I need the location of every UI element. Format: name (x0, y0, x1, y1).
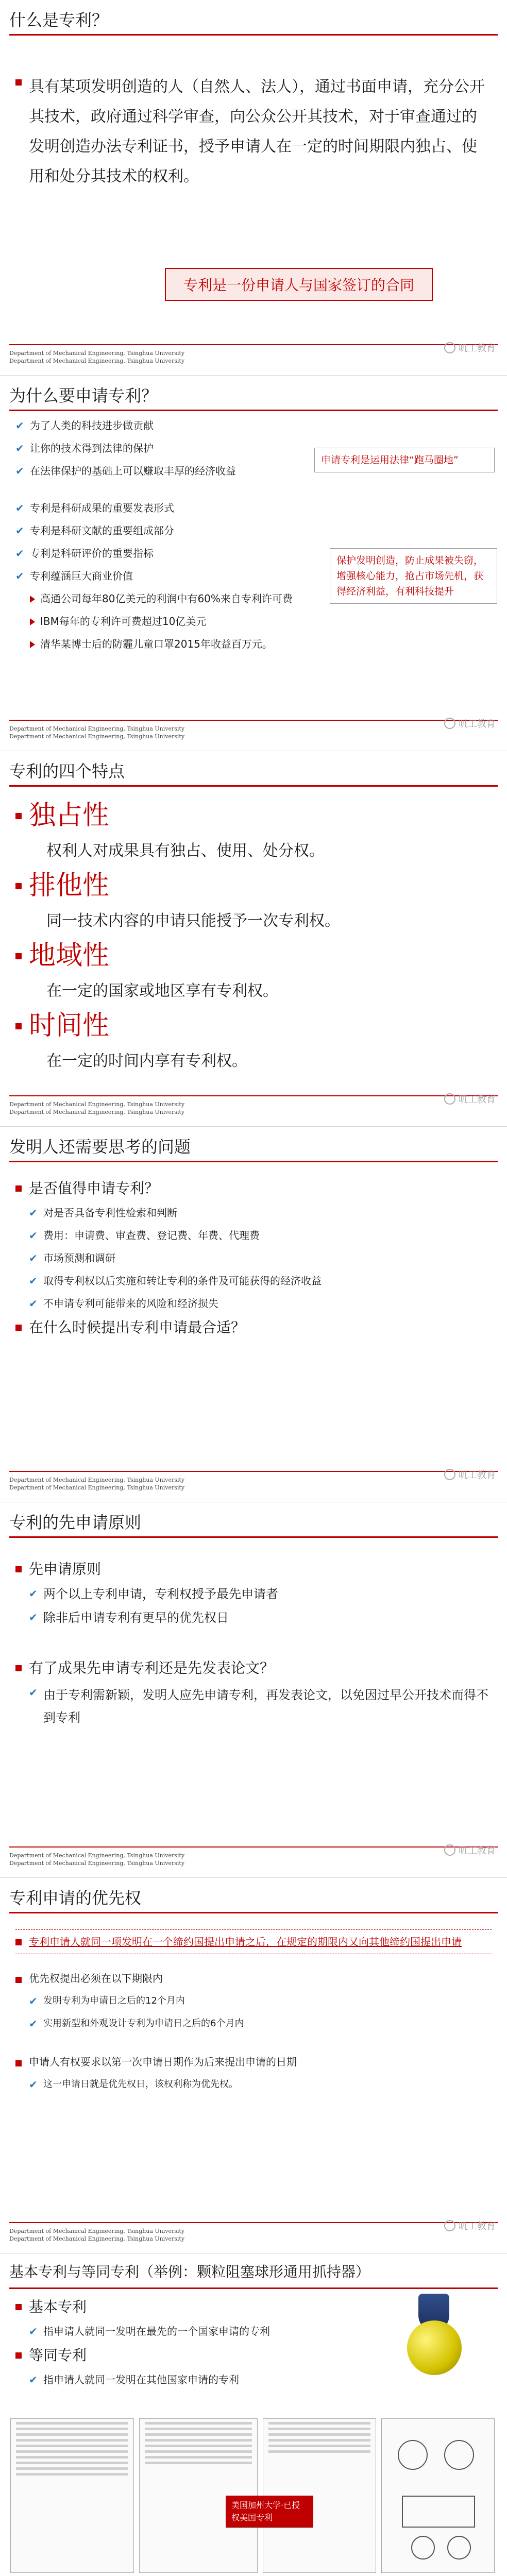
feature-desc: 在一定的国家或地区享有专利权。 (46, 982, 278, 1000)
list-item (15, 439, 301, 457)
principle-text: 先申请原则 (29, 1561, 102, 1578)
sub-item (29, 1608, 492, 1627)
doc-line (145, 2450, 252, 2453)
doc-line (268, 2422, 370, 2425)
watermark-logo-icon (444, 1844, 455, 1856)
sub-item (15, 2323, 373, 2340)
sub-item-text: 指申请人就同一发明在最先的一个国家申请的专利 (43, 2325, 270, 2337)
bullet-square-icon (15, 1325, 22, 1331)
check-icon: ✔ (15, 442, 24, 454)
list-item-text: 专利是科研成果的重要发表形式 (30, 502, 174, 514)
slide-priority-right (0, 1878, 507, 2253)
list-item-text: 专利是科研文献的重要组成部分 (30, 524, 174, 537)
footer-line-1: Department of Mechanical Engineering, Tsinghua University (9, 1101, 185, 1108)
patent-doc-thumbnail-1 (10, 2418, 134, 2573)
sub-item (29, 1204, 492, 1222)
bullet-square-icon (15, 2304, 22, 2310)
check-icon: ✔ (15, 502, 24, 514)
check-icon: ✔ (29, 2325, 38, 2337)
right-text: 申请人有权要求以第一次申请日期作为后来提出申请的日期 (29, 2056, 297, 2068)
doc-line (16, 2467, 128, 2470)
footer-line-1: Department of Mechanical Engineering, Tsinghua University (9, 725, 185, 732)
sub-item (29, 2015, 492, 2032)
sub-item-text: 不申请专利可能带来的风险和经济损失 (43, 1297, 218, 1310)
feature-item (15, 1008, 492, 1044)
doc-line (16, 2450, 128, 2453)
sub-item-text: 费用：申请费、审查费、登记费、年费、代理费 (43, 1229, 260, 1242)
question-item (15, 1178, 492, 1199)
slide-what-is-patent (0, 0, 507, 376)
doc-line (145, 2422, 252, 2425)
bullet-square-icon (15, 813, 22, 819)
contract-highlight-text: 专利是一份申请人与国家签订的合同 (183, 277, 414, 294)
check-icon: ✔ (15, 547, 24, 560)
footer-line-1: Department of Mechanical Engineering, Tsinghua University (9, 1477, 185, 1483)
question-item (15, 1317, 492, 1338)
gripper-ball-image (407, 2320, 462, 2375)
title-divider (9, 2287, 498, 2289)
slide-basic-equivalent-patent (0, 2253, 507, 2576)
doc-line (16, 2422, 128, 2425)
doc-line (145, 2439, 252, 2442)
sub-item (29, 1227, 492, 1244)
slide-title: 专利申请的优先权 (9, 1888, 142, 1908)
list-item-text: 在法律保护的基础上可以赚取丰厚的经济收益 (30, 465, 236, 477)
sub-item (15, 2371, 373, 2388)
watermark (444, 2219, 496, 2232)
doc-line (268, 2445, 370, 2447)
granted-patent-label-text: 美国加州大学·已授权美国专利 (231, 2500, 300, 2522)
definition-bullet (15, 72, 492, 192)
doc-line (16, 2439, 128, 2442)
check-icon: ✔ (15, 524, 24, 537)
question-text: 是否值得申请专利？ (29, 1180, 159, 1197)
sub-item-text: 取得专利权以后实施和转让专利的条件及可能获得的经济收益 (43, 1275, 322, 1287)
watermark-logo-icon (444, 718, 455, 729)
bullet-square-icon (15, 79, 22, 86)
sub-item-text: 对是否具备专利性检索和判断 (43, 1207, 177, 1219)
note-text: 申请专利是运用法律“跑马圈地” (321, 454, 459, 466)
footer-line-2: Department of Mechanical Engineering, Tsinghua University (9, 733, 185, 740)
footer-line-1: Department of Mechanical Engineering, Tsinghua University (9, 350, 185, 357)
sub-item-text: 两个以上专利申请，专利权授予最先申请者 (43, 1587, 278, 1601)
deadline-text: 优先权提出必须在以下期限内 (29, 1972, 163, 1985)
watermark (444, 1092, 496, 1106)
footer (9, 1846, 498, 1867)
title-divider (9, 410, 498, 411)
footer-line-1: Department of Mechanical Engineering, Tsinghua University (9, 1852, 185, 1859)
slide-four-features (0, 751, 507, 1127)
note-box-land-grab (314, 448, 495, 472)
watermark (444, 717, 496, 730)
bullet-square-icon (15, 1977, 22, 1983)
doc-line (16, 2456, 128, 2459)
check-icon: ✔ (29, 1995, 38, 2007)
deadline-item (15, 1970, 492, 1987)
watermark (444, 1468, 496, 1481)
triangle-bullet-icon (30, 641, 35, 648)
sub-item (29, 1249, 492, 1267)
watermark (444, 341, 496, 354)
slide-title: 基本专利与等同专利（举例：颗粒阻塞球形通用抓持器） (9, 2263, 370, 2280)
list-item-text: 为了人类的科技进步做贡献 (30, 419, 154, 432)
bullet-square-icon (15, 883, 22, 889)
slide-why-apply (0, 376, 507, 751)
title-divider (9, 785, 498, 787)
check-icon: ✔ (29, 1587, 38, 1600)
footer-line-2: Department of Mechanical Engineering, Tsinghua University (9, 2235, 185, 2242)
feature-name: 时间性 (29, 1010, 110, 1041)
principle-item (15, 1559, 492, 1580)
bullet-square-icon (15, 1939, 22, 1945)
bullet-square-icon (15, 2060, 22, 2066)
equivalent-patent-item (15, 2345, 373, 2366)
note-box-protection (330, 548, 497, 604)
doc-line (16, 2433, 128, 2436)
equivalent-patent-label: 等同专利 (29, 2347, 87, 2364)
patent-drawing-thumbnail (381, 2418, 495, 2573)
title-divider (9, 1912, 498, 1913)
feature-item (15, 868, 492, 904)
doc-line (145, 2456, 252, 2459)
sub-item-text: 发明专利为申请日之后的12个月内 (43, 1995, 185, 2006)
footer (9, 344, 498, 365)
list-item (15, 545, 301, 562)
sub-item (30, 635, 301, 653)
list-item (15, 462, 301, 480)
feature-desc: 同一技术内容的申请只能授予一次专利权。 (46, 912, 340, 930)
footer (9, 1095, 498, 1116)
title-divider (9, 1536, 498, 1538)
bullet-square-icon (15, 1665, 22, 1671)
basic-patent-item (15, 2297, 373, 2317)
feature-name: 独占性 (29, 800, 110, 831)
check-icon: ✔ (29, 1252, 38, 1264)
footer-line-1: Department of Mechanical Engineering, Tsinghua University (9, 2228, 185, 2234)
doc-line (268, 2433, 370, 2436)
footer-line-2: Department of Mechanical Engineering, Tsinghua University (9, 1860, 185, 1867)
doc-line (145, 2433, 252, 2436)
sub-item-text: 实用新型和外观设计专利为申请日之后的6个月内 (43, 2018, 244, 2029)
footer (9, 2222, 498, 2243)
sub-item (29, 2076, 492, 2093)
check-icon: ✔ (29, 1686, 38, 1699)
feature-name: 排他性 (29, 870, 110, 901)
sub-item-text: 清华某博士后的防霾儿童口罩2015年收益百万元。 (40, 638, 273, 650)
check-icon: ✔ (29, 2018, 38, 2030)
watermark-text: 叽工教育 (459, 2221, 496, 2232)
doc-line (145, 2428, 252, 2430)
watermark-text: 叽工教育 (459, 343, 496, 354)
granted-patent-label (226, 2496, 313, 2528)
feature-item (15, 938, 492, 974)
bullet-square-icon (15, 1185, 22, 1192)
footer (9, 1471, 498, 1492)
bullet-square-icon (15, 1023, 22, 1029)
check-icon: ✔ (29, 1611, 38, 1623)
list-item (15, 499, 301, 517)
doc-line (268, 2428, 370, 2430)
sub-item (29, 1585, 492, 1603)
doc-line (145, 2445, 252, 2447)
watermark (444, 1843, 496, 1857)
slide-first-to-file (0, 1502, 507, 1878)
sub-item (30, 590, 301, 607)
sub-item (29, 1272, 492, 1290)
question-text: 有了成果先申请专利还是先发表论文？ (29, 1659, 275, 1676)
right-item (15, 2053, 492, 2071)
doc-line (16, 2462, 128, 2464)
patent-drawing-svg (382, 2419, 494, 2572)
list-item-text: 让你的技术得到法律的保护 (30, 442, 154, 454)
list-item (15, 417, 301, 434)
feature-item (15, 798, 492, 834)
question-item (15, 1658, 492, 1679)
sub-item (29, 1992, 492, 2010)
slide-title: 专利的四个特点 (9, 761, 125, 781)
doc-line (145, 2462, 252, 2464)
check-icon: ✔ (29, 1275, 38, 1287)
slide-title: 发明人还需要思考的问题 (9, 1137, 191, 1157)
list-item (15, 567, 301, 585)
definition-text: 具有某项发明创造的人（自然人、法人），通过书面申请，充分公开其技术，政府通过科学审查，向公众公开其技术，对于审查通过的发明创造办法专利证书，授予申请人在一定的时间期限内独占、使用和处分其技术的权利。 (29, 78, 485, 185)
question-text: 在什么时候提出专利申请最合适？ (29, 1319, 246, 1336)
footer-line-2: Department of Mechanical Engineering, Tsinghua University (9, 1109, 185, 1115)
check-icon: ✔ (29, 1297, 38, 1310)
note-text: 保护发明创造，防止成果被失窃，增强核心能力，抢占市场先机，获得经济利益，有利科技提升 (336, 555, 484, 597)
sub-item-text: 高通公司每年80亿美元的利润中有60%来自专利许可费 (40, 592, 293, 605)
slide-title: 为什么要申请专利？ (9, 386, 158, 405)
check-icon: ✔ (29, 1229, 38, 1242)
doc-line (16, 2473, 128, 2476)
check-icon: ✔ (15, 419, 24, 432)
watermark-logo-icon (444, 2220, 455, 2231)
sub-item-text: 市场预测和调研 (43, 1252, 115, 1264)
sub-item (29, 1295, 492, 1312)
check-icon: ✔ (29, 1207, 38, 1219)
sub-item (30, 613, 301, 630)
doc-line (16, 2428, 128, 2430)
watermark-text: 叽工教育 (459, 1094, 496, 1105)
definition-text: 专利申请人就同一项发明在一个缔约国提出申请之后，在规定的期限内又向其他缔约国提出申请 (29, 1936, 462, 1948)
watermark-logo-icon (444, 342, 455, 353)
bullet-square-icon (15, 2352, 22, 2359)
check-icon: ✔ (29, 2078, 38, 2091)
contract-highlight (165, 268, 433, 301)
feature-desc: 在一定的时间内享有专利权。 (46, 1052, 247, 1070)
doc-line (268, 2439, 370, 2442)
check-icon: ✔ (29, 2374, 38, 2386)
triangle-bullet-icon (30, 618, 35, 625)
sub-item-text: IBM每年的专利许可费超过10亿美元 (40, 615, 207, 628)
footer (9, 720, 498, 740)
title-divider (9, 34, 498, 36)
watermark-logo-icon (444, 1093, 455, 1105)
doc-line (268, 2450, 370, 2453)
bullet-square-icon (15, 953, 22, 959)
watermark-text: 叽工教育 (459, 1845, 496, 1856)
list-item (15, 522, 301, 539)
sub-item-text: 指申请人就同一发明在其他国家申请的专利 (43, 2374, 239, 2386)
feature-name: 地域性 (29, 940, 110, 971)
basic-patent-label: 基本专利 (29, 2298, 87, 2315)
definition-item (15, 1929, 492, 1954)
check-icon: ✔ (15, 570, 24, 582)
sub-item-text: 这一申请日就是优先权日，该权利称为优先权。 (43, 2079, 238, 2090)
list-item-text: 专利是科研评价的重要指标 (30, 547, 154, 560)
watermark-text: 叽工教育 (459, 1470, 496, 1481)
check-icon: ✔ (15, 465, 24, 477)
slide-title: 专利的先申请原则 (9, 1513, 142, 1532)
sub-item-text: 除非后申请专利有更早的优先权日 (43, 1611, 229, 1625)
bullet-square-icon (15, 1566, 22, 1572)
title-divider (9, 1161, 498, 1162)
watermark-text: 叽工教育 (459, 719, 496, 730)
sub-item (29, 1684, 492, 1729)
list-item-text: 专利蕴涵巨大商业价值 (30, 570, 133, 582)
watermark-logo-icon (444, 1469, 455, 1480)
slide-inventor-questions (0, 1127, 507, 1502)
slide-title: 什么是专利？ (9, 10, 109, 30)
footer-line-2: Department of Mechanical Engineering, Tsinghua University (9, 1484, 185, 1491)
sub-item-text: 由于专利需新颖，发明人应先申请专利，再发表论文，以免因过早公开技术而得不到专利 (43, 1688, 488, 1725)
doc-line (16, 2445, 128, 2447)
footer-line-2: Department of Mechanical Engineering, Tsinghua University (9, 358, 185, 364)
feature-desc: 权利人对成果具有独占、使用、处分权。 (46, 842, 325, 860)
triangle-bullet-icon (30, 596, 35, 603)
